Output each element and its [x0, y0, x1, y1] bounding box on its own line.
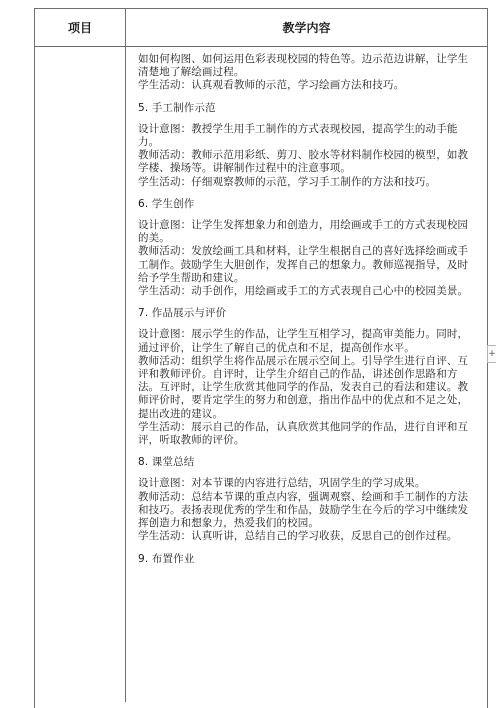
- teacher-activity: 教师活动：组织学生将作品展示在展示空间上。引导学生进行自评、互评和教师评价。自评时，让学生介绍自己的作品，讲述创作思路和方法。互评时，让学生欣赏其他同学的作品，发表自己的看法和建议。教师评价时，要肯定学生的努力和创意，指出作品中的优点和不足之处，提出改进的建议。: [138, 354, 469, 420]
- design-intent: 设计意图：展示学生的作品，让学生互相学习，提高审美能力。同时，通过评价，让学生了解自己的优点和不足，提高创作水平。: [138, 328, 469, 354]
- header-cell-item: 项目: [35, 9, 126, 46]
- section-work-display: [138, 307, 477, 447]
- design-intent: 设计意图：教授学生用手工制作的方式表现校园，提高学生的动手能力。: [138, 122, 458, 149]
- design-intent: 设计意图：让学生发挥想象力和创造力，用绘画或手工的方式表现校园的美。: [138, 219, 469, 245]
- section-heading: 8. 课堂总结: [138, 456, 195, 469]
- item-cell: [35, 47, 126, 702]
- lesson-table: [34, 8, 488, 708]
- student-activity: 学生活动：展示自己的作品，认真欣赏其他同学的作品，进行自评和互评，听取教师的评价。: [138, 420, 469, 447]
- section-class-summary: [138, 456, 477, 543]
- section-heading: 7. 作品展示与评价: [138, 307, 227, 320]
- table-add-handle[interactable]: +: [487, 345, 496, 363]
- student-activity: 学生活动：动手创作，用绘画或手工的方式表现自己心中的校园美景。: [138, 285, 469, 298]
- student-activity: 学生活动：仔细观察教师的示范，学习手工制作的方法和技巧。: [138, 175, 437, 188]
- section-heading: 9. 布置作业: [138, 552, 195, 565]
- section-handcraft-demo: [138, 102, 477, 189]
- student-activity: 学生活动：认真听讲，总结自己的学习收获，反思自己的创作过程。: [138, 530, 458, 543]
- section-homework: [138, 553, 477, 566]
- teacher-activity: 教师活动：总结本节课的重点内容，强调观察、绘画和手工制作的方法和技巧。表扬表现优秀的学生和作品，鼓励学生在今后的学习中继续发挥创造力和想象力，热爱我们的校园。: [138, 490, 469, 530]
- section-student-creation: [138, 198, 477, 298]
- header-cell-content: 教学内容: [282, 21, 331, 35]
- design-intent: 设计意图：对本节课的内容进行总结，巩固学生的学习成果。: [138, 477, 426, 490]
- section-heading: 6. 学生创作: [138, 197, 195, 210]
- table-header-row: [35, 9, 487, 47]
- teacher-activity: 教师活动：发放绘画工具和材料，让学生根据自己的喜好选择绘画或手工制作。鼓励学生大胆创作，发挥自己的想象力。教师巡视指导，及时给予学生帮助和建议。: [138, 245, 469, 284]
- table-body-row: [35, 47, 487, 702]
- intro-student-activity: 学生活动：认真观看教师的示范，学习绘画方法和技巧。: [138, 79, 405, 92]
- content-cell[interactable]: [126, 47, 487, 702]
- teacher-activity: 教师活动：教师示范用彩纸、剪刀、胶水等材料制作校园的模型，如教学楼、操场等。讲解制作过程中的注意事项。: [138, 149, 469, 175]
- intro-paragraph: 如如何构图、如何运用色彩表现校园的特色等。边示范边讲解，让学生清楚地了解绘画过程。: [138, 53, 469, 79]
- section-heading: 5. 手工制作示范: [138, 101, 216, 114]
